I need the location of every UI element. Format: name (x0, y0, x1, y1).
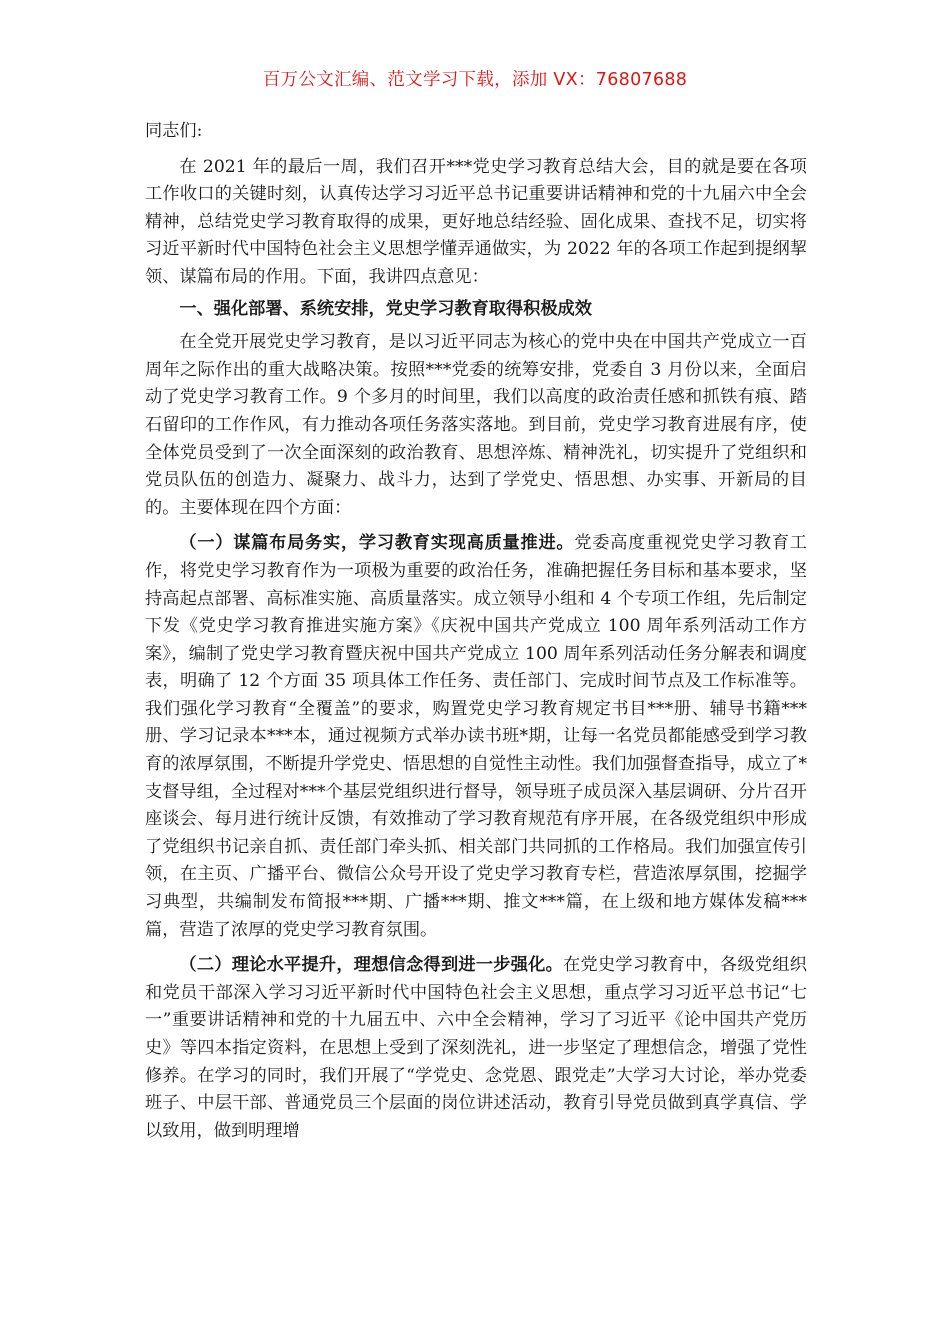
section-1-heading: 一、强化部署、系统安排，党史学习教育取得积极成效 (179, 298, 592, 319)
item-1-lead: （一）谋篇布局务实，学习教育实现高质量推进。 (179, 533, 575, 554)
document-body (145, 118, 807, 1145)
item-2-paragraph (145, 952, 807, 1145)
item-1-body: 党委高度重视党史学习教育工作，将党史学习教育作为一项极为重要的政治任务，准确把握任务目标和基本要求，坚持高起点部署、高标准实施、高质量落实。成立领导小组和 4 个专项工作组，先后制定下发《党史学习教育推进实施方案》《庆祝中国共产党成立 100 周年系列活动工作方案》，编制了党史学习教育暨庆祝中国共产党成立 100 周年系列活动任务分解表和调度表，明确了 12 个方面 35 项具体工作任务、责任部门、完成时间节点及工作标准等。我们强化学习教育“全覆盖”的要求，购置党史学习教育规定书目***册、辅导书籍***册、学习记录本***本，通过视频方式举办读书班*期，让每一名党员都能感受到学习教育的浓厚氛围，不断提升学党史、悟思想的自觉性主动性。我们加强督查指导，成立了*支督导组，全过程对***个基层党组织进行督导，领导班子成员深入基层调研、分片召开座谈会、每月进行统计反馈，有效推动了学习教育规范有序开展，在各级党组织中形成了党组织书记亲自抓、责任部门牵头抓、相关部门共同抓的工作格局。我们加强宣传引领，在主页、广播平台、微信公众号开设了党史学习教育专栏，营造浓厚氛围，挖掘学习典型，共编制发布简报***期、广播***期、推文***篇，在上级和地方媒体发稿***篇，营造了浓厚的党史学习教育氛围。 (145, 533, 807, 940)
intro-paragraph: 在 2021 年的最后一周，我们召开***党史学习教育总结大会，目的就是要在各项工作收口的关键时刻，认真传达学习习近平总书记重要讲话精神和党的十九届六中全会精神，总结党史学习教育取得的成果，更好地总结经验、固化成果、查找不足，切实将习近平新时代中国特色社会主义思想学懂弄通做实，为 2022 年的各项工作起到提纲挈领、谋篇布局的作用。下面，我讲四点意见： (145, 156, 807, 287)
item-2-body: 在党史学习教育中，各级党组织和党员干部深入学习习近平新时代中国特色社会主义思想，重点学习习近平总书记“七一”重要讲话精神和党的十九届五中、六中全会精神，学习了习近平《论中国共产党历史》等四本指定资料，在思想上受到了深刻洗礼，进一步坚定了理想信念，增强了党性修养。在学习的同时，我们开展了“学党史、念党恩、跟党走”大学习大讨论，举办党委班子、中层干部、普通党员三个层面的岗位讲述活动，教育引导党员做到真学真信、学以致用，做到明理增 (145, 955, 807, 1141)
salutation: 同志们: (145, 121, 203, 141)
item-2-lead: （二）理论水平提升，理想信念得到进一步强化。 (179, 955, 564, 976)
item-1-paragraph (145, 530, 807, 944)
section-1-paragraph: 在全党开展党史学习教育，是以习近平同志为核心的党中央在中国共产党成立一百周年之际作出的重大战略决策。按照***党委的统筹安排，党委自 3 月份以来，全面启动了党史学习教育工作。9 个多月的时间里，我们以高度的政治责任感和抓铁有痕、踏石留印的工作作风，有力推动各项任务落实落地。到目前，党史学习教育进展有序，使全体党员受到了一次全面深刻的政治教育、思想淬炼、精神洗礼，切实提升了党组织和党员队伍的创造力、凝聚力、战斗力，达到了学党史、悟思想、办实事、开新局的目的。主要体现在四个方面： (145, 332, 807, 518)
header-banner: 百万公文汇编、范文学习下载，添加 VX：76807688 (262, 70, 688, 90)
